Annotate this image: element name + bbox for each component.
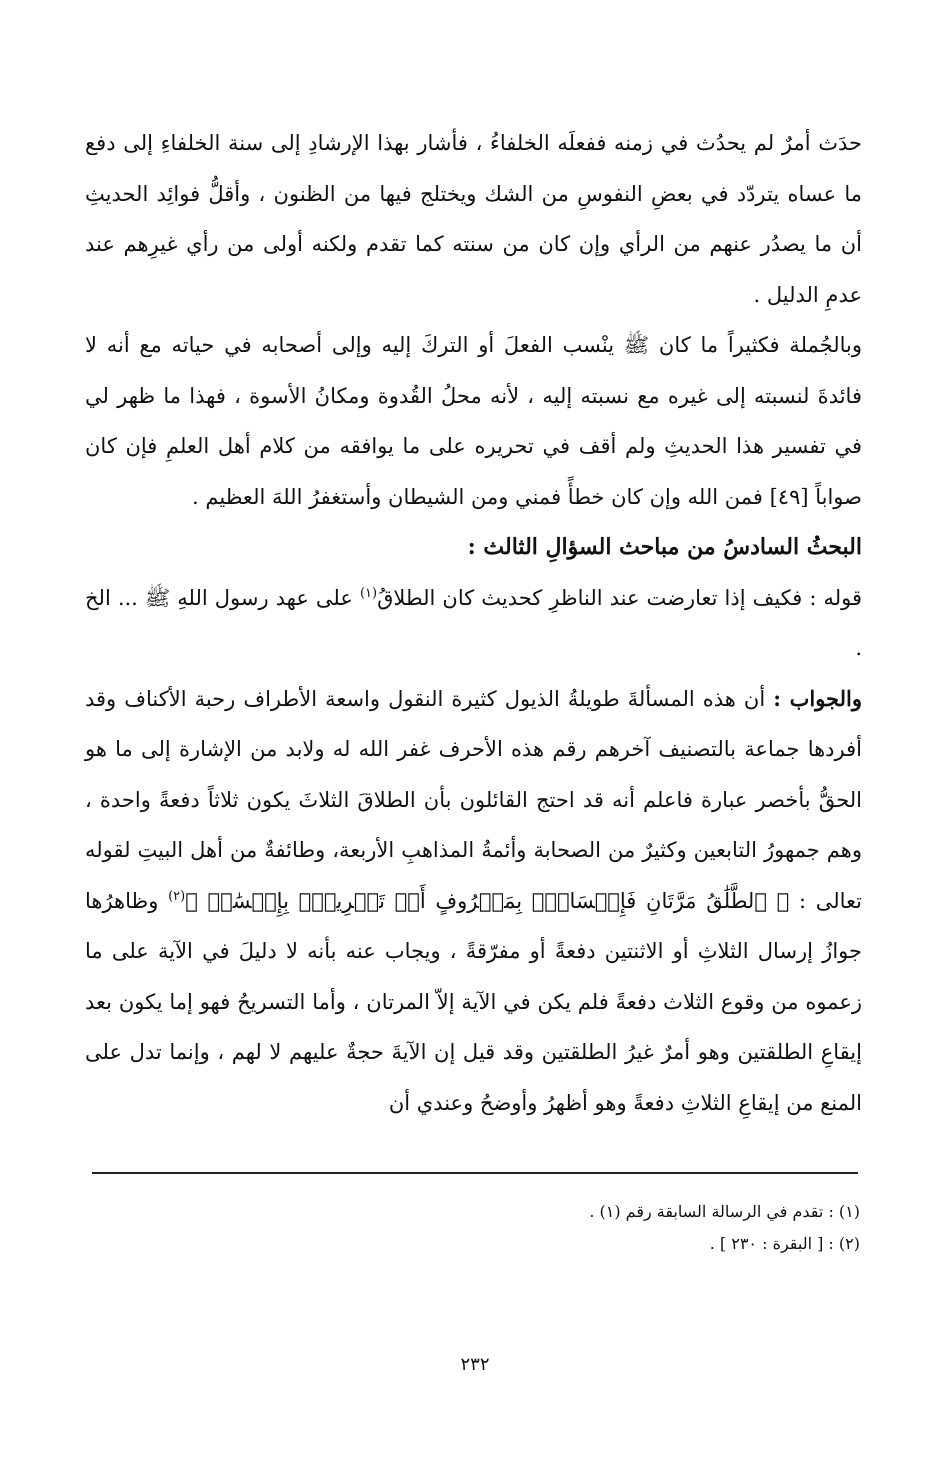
answer-text-cont: وظاهرُها جوازُ إرسال الثلاثِ أو الاثنتين دفعةً أو مفرّقةً ، ويجاب عنه بأنه لا دليلَ في الآية على ما زعموه من وقوع الثلاث دفعةً فلم يكن في الآية إلاّ المرتان ، وأما التسريحُ فهو إما يكون بعد إيقاعِ الطلقتين وهو أمرٌ غيرُ الطلقتين وقد قيل إن الآيةَ حجةٌ عليهم لا لهم ، وإنما تدل على المنع من إيقاعِ الثلاثِ دفعةً وهو أظهرُ وأوضحُ وعندي أن [85, 888, 862, 1115]
section-heading: البحثُ السادسُ من مباحث السؤالِ الثالث : [467, 534, 862, 560]
main-text [85, 118, 862, 1128]
footnotes [92, 1196, 860, 1260]
question-text-cont: على عهد رسول اللهِ ﷺ ... الخ . [85, 585, 862, 660]
paragraph-1: حدَث أمرٌ لم يحدُث في زمنه ففعلَه الخلفاءُ ، فأشار بهذا الإرشادِ إلى سنة الخلفاءِ إلى دفع ما عساه يتردّد في بعضِ النفوسِ من الشك ويختلج فيها من الظنون ، وأقلُّ فوائِد الحديثِ أن ما يصدُر عنهم من الرأي وإن كان من سنته كما تقدم ولكنه أولى من رأي غيرِهم عند عدمِ الدليل . [85, 131, 862, 307]
footnote-divider [92, 1172, 858, 1174]
answer-text: أن هذه المسألةَ طويلةُ الذيول كثيرة النقول واسعة الأطراف رحبة الأكناف وقد أفردها جماعة بالتصنيف آخرهم رقم هذه الأحرف غفر الله له ولابد من الإشارة إلى ما هو الحقُّ بأخصر عبارة فاعلم أنه قد احتج القائلون بأن الطلاقَ الثلاثَ يكون ثلاثاً دفعةً واحدة ، وهم جمهورُ التابعين وكثيرٌ من الصحابة وأئمةُ المذاهبِ الأربعة، وطائفةٌ من أهل البيتِ لقوله تعالى : ﴿ ٱلطَّلَٰقُ مَرَّتَانِ فَإِمۡسَاكُۢ بِمَعۡرُوفٍ أَوۡ تَسۡرِيحُۢ بِإِحۡسَٰنٖ ﴾ [85, 686, 862, 913]
answer-label: والجواب : [773, 685, 862, 711]
question-paragraph [85, 573, 862, 674]
page-number: ٢٣٢ [460, 1354, 490, 1375]
footnote-1: (١) : تقدم في الرسالة السابقة رقم (١) . [589, 1202, 860, 1221]
footnote-ref-1: (١) [359, 585, 378, 601]
answer-paragraph [85, 674, 862, 1129]
footnote-2: (٢) : [ البقرة : ٢٣٠ ] . [709, 1234, 860, 1253]
paragraph-2: وبالجُملة فكثيراً ما كان ﷺ ينْسب الفعلَ أو التركَ إليه وإلى أصحابه في حياته مع أنه لا فائدةَ لنسبته إلى غيره مع نسبته إليه ، لأنه محلُ القُدوة ومكانُ الأسوة ، فهذا ما ظهر لي في تفسير هذا الحديثِ ولم أقف في تحريره على ما يوافقه من كلام أهل العلمِ فإن كان صواباً [٤٩] فمن الله وإن كان خطأً فمني ومن الشيطان وأستغفرُ اللهَ العظيم . [85, 333, 862, 509]
footnote-ref-2: (٢) [168, 888, 186, 904]
question-text: قوله : فكيف إذا تعارضت عند الناظرِ كحديث كان الطلاقُ [377, 585, 863, 610]
